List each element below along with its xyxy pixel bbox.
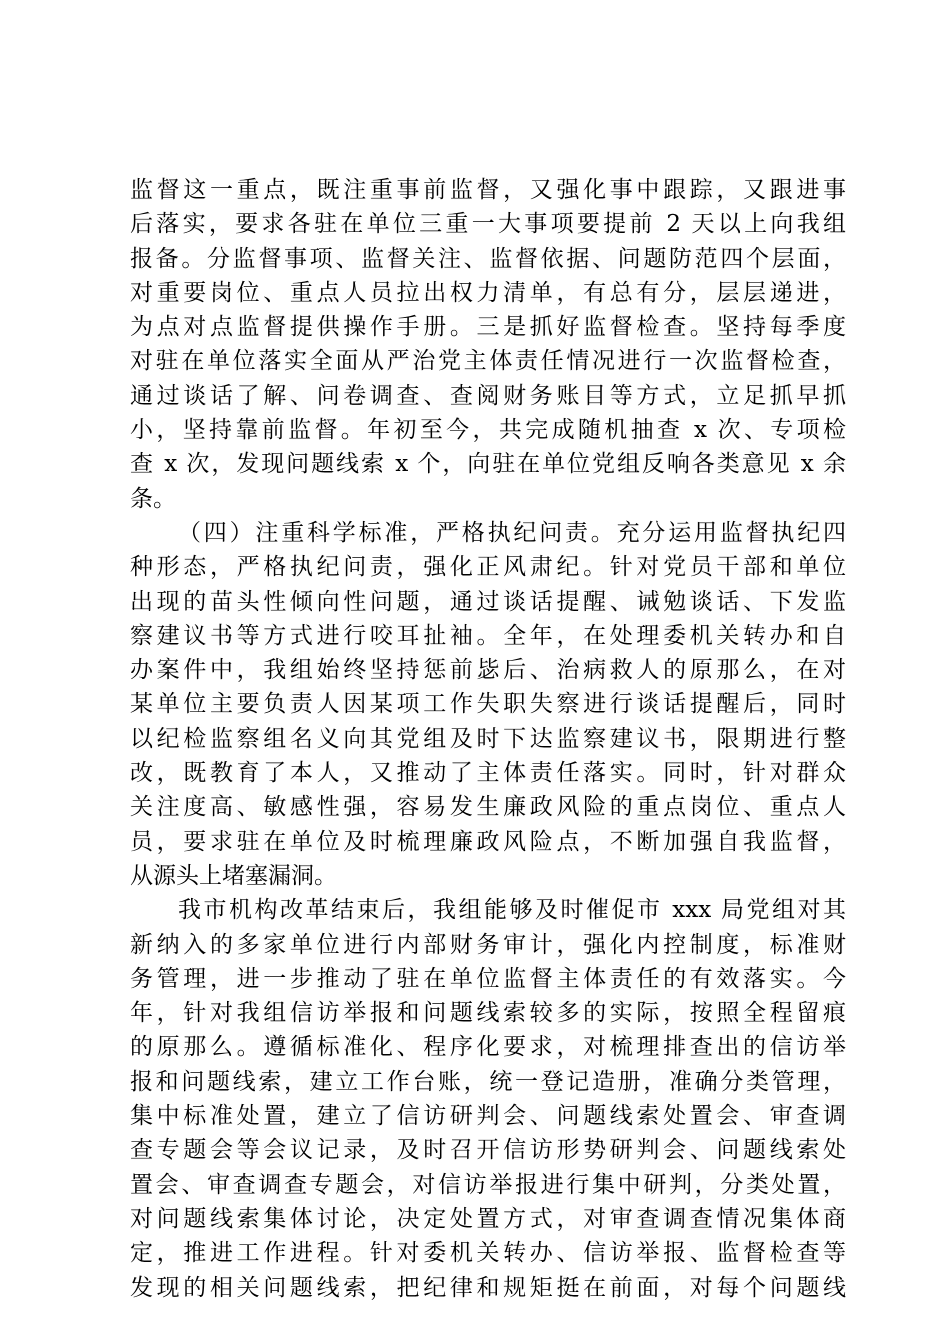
text-line: 察建议书等方式进行咬耳扯袖。全年，在处理委机关转办和自: [130, 622, 846, 649]
text-line: 小，坚持靠前监督。年初至今，共完成随机抽查 x 次、专项检: [130, 417, 846, 444]
text-line: 关注度高、敏感性强，容易发生廉政风险的重点岗位、重点人: [130, 794, 846, 821]
text-line: 报备。分监督事项、监督关注、监督依据、问题防范四个层面，: [130, 245, 846, 272]
text-line: 查 x 次，发现问题线索 x 个，向驻在单位党组反响各类意见 x 余: [130, 451, 846, 478]
text-line: 置会、审查调查专题会，对信访举报进行集中研判，分类处置，: [130, 1171, 846, 1198]
paragraph-heading-line: （四）注重科学标准，严格执纪问责。充分运用监督执纪四: [178, 519, 846, 546]
text-line: 的原那么。遵循标准化、程序化要求，对梳理排查出的信访举: [130, 1034, 846, 1061]
text-line: 定，推进工作进程。针对委机关转办、信访举报、监督检查等: [130, 1240, 846, 1267]
text-line: 务管理，进一步推动了驻在单位监督主体责任的有效落实。今: [130, 965, 846, 992]
text-line: 办案件中，我组始终坚持惩前毖后、治病救人的原那么，在对: [130, 657, 846, 684]
text-line: 从源头上堵塞漏洞。: [130, 862, 337, 889]
text-line: 条。: [130, 485, 176, 512]
text-line: 通过谈话了解、问卷调查、查阅财务账目等方式，立足抓早抓: [130, 382, 846, 409]
text-line: 改，既教育了本人，又推动了主体责任落实。同时，针对群众: [130, 760, 846, 787]
text-line: 出现的苗头性倾向性问题，通过谈话提醒、诫勉谈话、下发监: [130, 588, 846, 615]
text-line: 年，针对我组信访举报和问题线索较多的实际，按照全程留痕: [130, 1000, 846, 1027]
text-line: 某单位主要负责人因某项工作失职失察进行谈话提醒后，同时: [130, 691, 846, 718]
text-line: 对驻在单位落实全面从严治党主体责任情况进行一次监督检查，: [130, 348, 846, 375]
text-line: 为点对点监督提供操作手册。三是抓好监督检查。坚持每季度: [130, 314, 846, 341]
document-body: [130, 173, 846, 1305]
text-line: 新纳入的多家单位进行内部财务审计，强化内控制度，标准财: [130, 931, 846, 958]
text-line: 监督这一重点，既注重事前监督，又强化事中跟踪，又跟进事: [130, 177, 846, 203]
text-line: 对问题线索集体讨论，决定处置方式，对审查调查情况集体商: [130, 1205, 846, 1232]
text-line: 集中标准处置，建立了信访研判会、问题线索处置会、审查调: [130, 1103, 846, 1130]
text-line: 发现的相关问题线索，把纪律和规矩挺在前面，对每个问题线: [130, 1274, 846, 1301]
text-line: 种形态，严格执纪问责，强化正风肃纪。针对党员干部和单位: [130, 554, 846, 581]
paragraph-start-line: 我市机构改革结束后，我组能够及时催促市 xxx 局党组对其: [178, 897, 846, 924]
text-line: 报和问题线索，建立工作台账，统一登记造册，准确分类管理，: [130, 1068, 846, 1095]
text-line: 查专题会等会议记录，及时召开信访形势研判会、问题线索处: [130, 1137, 846, 1164]
text-line: 后落实，要求各驻在单位三重一大事项要提前 2 天以上向我组: [130, 211, 846, 238]
text-line: 以纪检监察组名义向其党组及时下达监察建议书，限期进行整: [130, 725, 846, 752]
text-line: 对重要岗位、重点人员拉出权力清单，有总有分，层层递进，: [130, 279, 846, 306]
text-line: 员，要求驻在单位及时梳理廉政风险点，不断加强自我监督，: [130, 828, 846, 855]
